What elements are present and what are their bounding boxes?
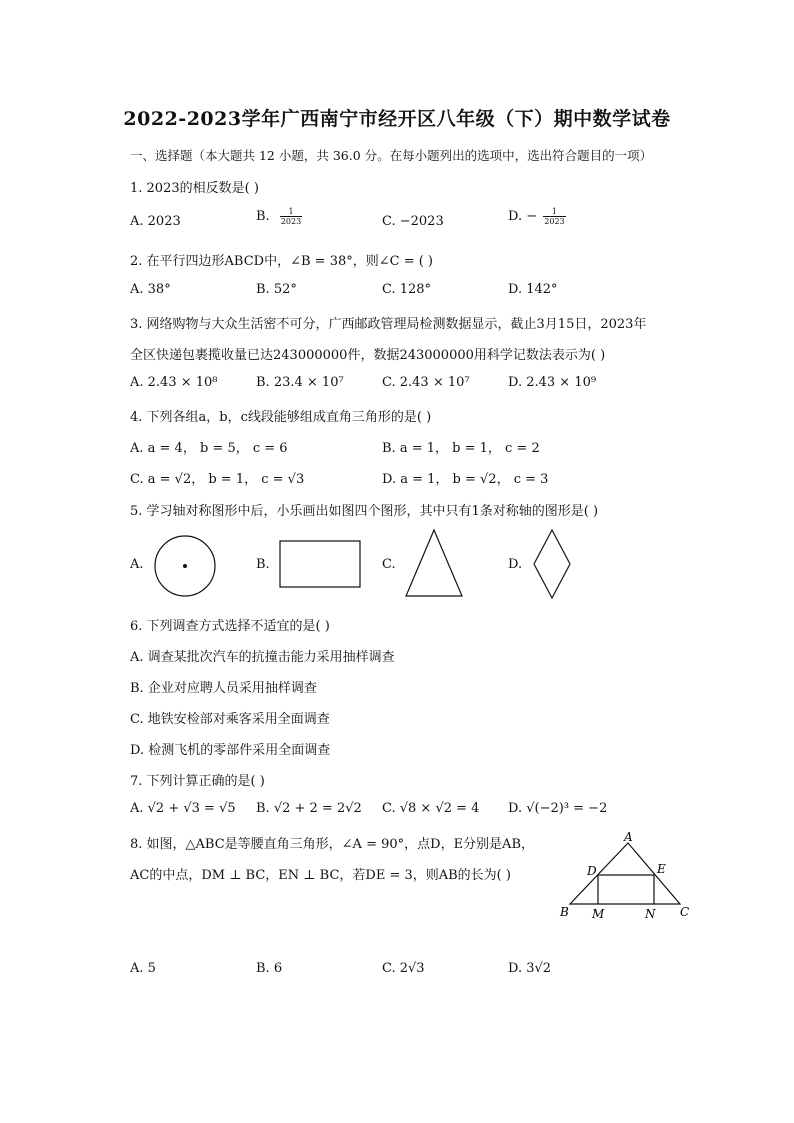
q8-option-a: A. 5 (130, 961, 156, 976)
q7-option-a: A. √2 + √3 = √5 (130, 801, 236, 816)
label-e: E (657, 862, 666, 876)
q6-option-a: A. 调查某批次汽车的抗撞击能力采用抽样调查 (130, 650, 395, 665)
q1-option-d-fraction (543, 207, 565, 226)
q3-option-d: D. 2.43 × 10⁹ (508, 375, 597, 390)
question-8-stem-line1: 8. 如图，△ABC是等腰直角三角形，∠A = 90°，点D，E分别是AB， (130, 837, 534, 852)
q7-option-b: B. √2 + 2 = 2√2 (256, 801, 362, 816)
q4-option-a: A. a = 4， b = 5， c = 6 (130, 441, 288, 456)
circle-figure (152, 533, 218, 599)
q3-option-b: B. 23.4 × 10⁷ (256, 375, 344, 390)
q6-option-b: B. 企业对应聘人员采用抽样调查 (130, 681, 317, 696)
question-4-stem: 4. 下列各组a，b，c线段能够组成直角三角形的是( ) (130, 410, 432, 425)
q2-option-b: B. 52° (256, 282, 297, 297)
q1-option-b-label: B. (256, 209, 270, 224)
q3-option-c: C. 2.43 × 10⁷ (382, 375, 470, 390)
q6-option-d: D. 检测飞机的零部件采用全面调查 (130, 743, 331, 758)
label-m: M (592, 907, 605, 921)
rhombus-figure (530, 528, 574, 600)
fraction-numerator: 1 (543, 207, 565, 217)
page-title: 2022-2023学年广西南宁市经开区八年级（下）期中数学试卷 (123, 108, 671, 130)
question-5-stem: 5. 学习轴对称图形中后，小乐画出如图四个图形，其中只有1条对称轴的图形是( ) (130, 504, 599, 519)
question-2-stem: 2. 在平行四边形ABCD中，∠B = 38°，则∠C = ( ) (130, 254, 434, 269)
q1-option-a: A. 2023 (130, 214, 181, 229)
triangle-abc-figure (556, 830, 698, 922)
question-7-stem: 7. 下列计算正确的是( ) (130, 774, 265, 789)
q8-option-c: C. 2√3 (382, 961, 425, 976)
label-c: C (680, 905, 690, 919)
q5-option-c: C. (382, 557, 396, 572)
triangle-figure (402, 528, 466, 600)
q3-option-a: A. 2.43 × 10⁸ (130, 375, 218, 390)
label-b: B (560, 905, 569, 919)
q5-option-d: D. (508, 557, 523, 572)
label-d: D (587, 864, 597, 878)
label-n: N (645, 907, 656, 921)
q1-option-d-label: D. − (508, 209, 538, 224)
q4-option-c: C. a = √2， b = 1， c = √3 (130, 472, 305, 487)
q5-option-b: B. (256, 557, 270, 572)
fraction-denominator: 2023 (280, 217, 302, 226)
q2-option-d: D. 142° (508, 282, 558, 297)
q2-option-c: C. 128° (382, 282, 432, 297)
q6-option-c: C. 地铁安检部对乘客采用全面调查 (130, 712, 330, 727)
question-3-stem-line1: 3. 网络购物与大众生活密不可分，广西邮政管理局检测数据显示，截止3月15日，2023年 (130, 317, 647, 332)
rectangle-figure (278, 539, 364, 591)
q5-option-a: A. (130, 557, 144, 572)
label-a: A (624, 830, 633, 844)
q8-option-b: B. 6 (256, 961, 283, 976)
q1-option-b-fraction (280, 207, 302, 226)
q1-option-c: C. −2023 (382, 214, 444, 229)
q8-option-d: D. 3√2 (508, 961, 552, 976)
q1-option-b (256, 207, 302, 226)
q2-option-a: A. 38° (130, 282, 171, 297)
fraction-denominator: 2023 (544, 217, 565, 226)
q7-option-d: D. √(−2)³ = −2 (508, 801, 608, 816)
question-1-stem: 1. 2023的相反数是( ) (130, 181, 259, 196)
fraction-numerator: 1 (280, 207, 302, 217)
section-heading: 一、选择题（本大题共 12 小题，共 36.0 分。在每小题列出的选项中，选出符合题目的一项） (130, 148, 653, 163)
q4-option-d: D. a = 1， b = √2， c = 3 (382, 472, 549, 487)
question-6-stem: 6. 下列调查方式选择不适宜的是( ) (130, 619, 330, 634)
q4-option-b: B. a = 1， b = 1， c = 2 (382, 441, 540, 456)
question-8-stem-line2: AC的中点，DM ⊥ BC，EN ⊥ BC，若DE = 3，则AB的长为( ) (130, 868, 511, 883)
q7-option-c: C. √8 × √2 = 4 (382, 801, 480, 816)
question-3-stem-line2: 全区快递包裹揽收量已达243000000件，数据243000000用科学记数法表示为( ) (130, 348, 606, 363)
q1-option-d (508, 207, 566, 226)
